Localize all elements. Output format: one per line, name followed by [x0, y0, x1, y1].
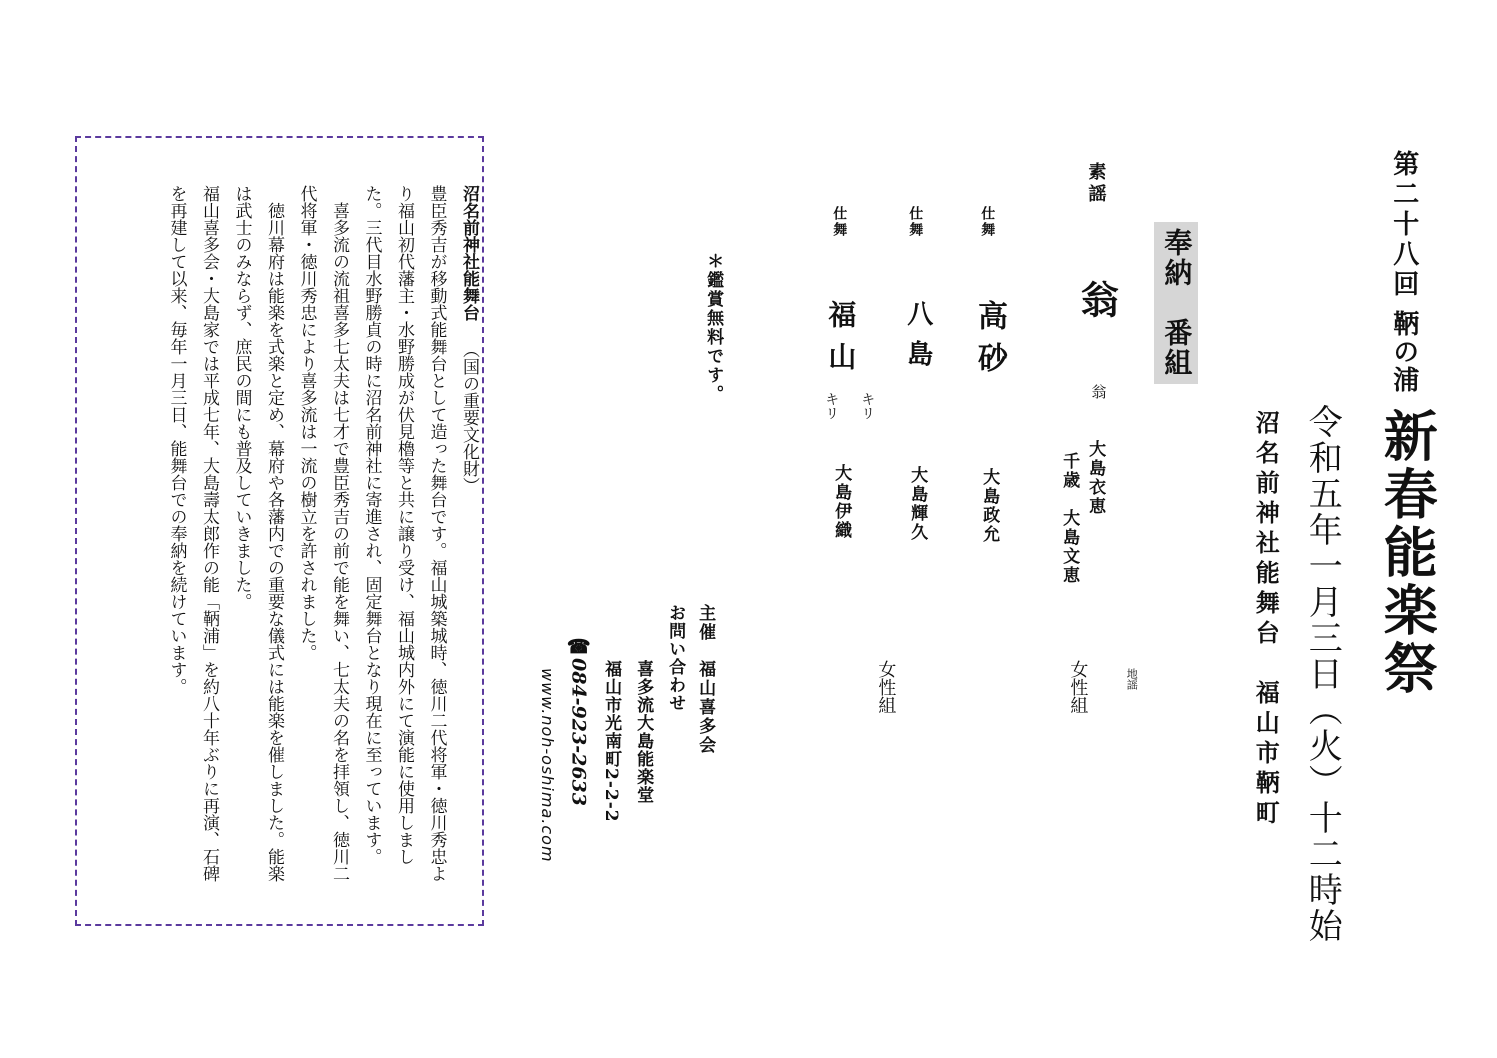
essay-title: 沼名前神社能舞台: [459, 185, 479, 321]
kiri-label: キリ: [859, 392, 876, 420]
phone-icon: ☎: [567, 636, 590, 658]
performer-name: 大島伊織: [831, 464, 852, 540]
stage-history-essay: [160, 185, 485, 885]
organizer-name: 福山喜多会: [695, 660, 716, 755]
venue-name: 沼名前神社能舞台: [1251, 410, 1281, 650]
festival-title: 新春能楽祭: [1375, 408, 1440, 698]
jiutai-group: 女性組: [875, 660, 897, 714]
phone-line: [566, 636, 591, 806]
jiutai-label: 地謡: [1125, 668, 1139, 690]
place-label: 鞆の浦: [1388, 310, 1419, 394]
genre-label: 仕舞: [979, 206, 996, 238]
free-admission-note: ＊鑑賞無料です。: [703, 252, 724, 404]
piece-name: 高砂: [972, 300, 1007, 384]
genre-label: 素謡: [1085, 162, 1107, 206]
role-label: 翁: [1089, 384, 1108, 399]
essay-paragraph: 喜多流の流祖喜多七太夫は七才で豊臣秀吉の前で能を舞い、七太夫の名を拝領し、徳川二代将軍・徳川秀忠により喜多流は一流の樹立を許されました。: [296, 185, 349, 882]
performer-name: 大島輝久: [907, 466, 928, 542]
venue-city: 福山市鞆町: [1251, 680, 1281, 830]
kiri-label: キリ: [823, 392, 840, 420]
essay-paragraph: 徳川幕府は能楽を式楽と定め、幕府や各藩内での重要な儀式には能楽を催しました。能楽は武士のみならず、庶民の間にも普及していきました。: [231, 185, 284, 882]
performer-name: 大島衣恵: [1085, 440, 1106, 516]
piece-name: 八島: [902, 300, 933, 380]
phone-number[interactable]: 084-923-2633: [567, 658, 590, 806]
performer-name: 大島政允: [979, 468, 1000, 544]
piece-name: 翁: [1074, 280, 1120, 318]
performer-name: 千歳 大島文恵: [1059, 452, 1080, 585]
essay-paragraph: 福山喜多会・大島家では平成七年、大島壽太郎作の能「鞆浦」を約八十年ぶりに再演、石碑を再建して以来、毎年一月三日、能舞台での奉納を続けています。: [166, 185, 219, 882]
website-link[interactable]: www.noh-oshima.com: [537, 668, 557, 863]
piece-name: 福山: [824, 300, 858, 384]
address: 福山市光南町2-2-2: [601, 660, 622, 823]
edition-label: 第二十八回: [1388, 150, 1419, 300]
essay-subtitle: （国の重要文化財）: [459, 341, 479, 495]
inquiry-organization: 喜多流大島能楽堂: [633, 660, 654, 804]
genre-label: 仕舞: [907, 206, 924, 238]
essay-paragraph: 豊臣秀吉が移動式能舞台として造った舞台です。福山城築城時、徳川二代将軍・徳川秀忠より福山初代藩主・水野勝成が伏見櫓等と共に譲り受け、福山城内外にて演能に使用しました。三代目水野勝貞の時に沼名前神社に寄進され、固定舞台となり現在に至っています。: [361, 185, 447, 882]
jiutai-group: 女性組: [1067, 660, 1089, 714]
event-date: 令和五年一月三日（火）十二時始: [1302, 404, 1343, 944]
organizer-label: 主催: [695, 604, 716, 642]
genre-label: 仕舞: [831, 206, 848, 238]
inquiry-label: お問い合わせ: [665, 604, 686, 712]
program-title: 奉納 番組: [1154, 222, 1198, 384]
